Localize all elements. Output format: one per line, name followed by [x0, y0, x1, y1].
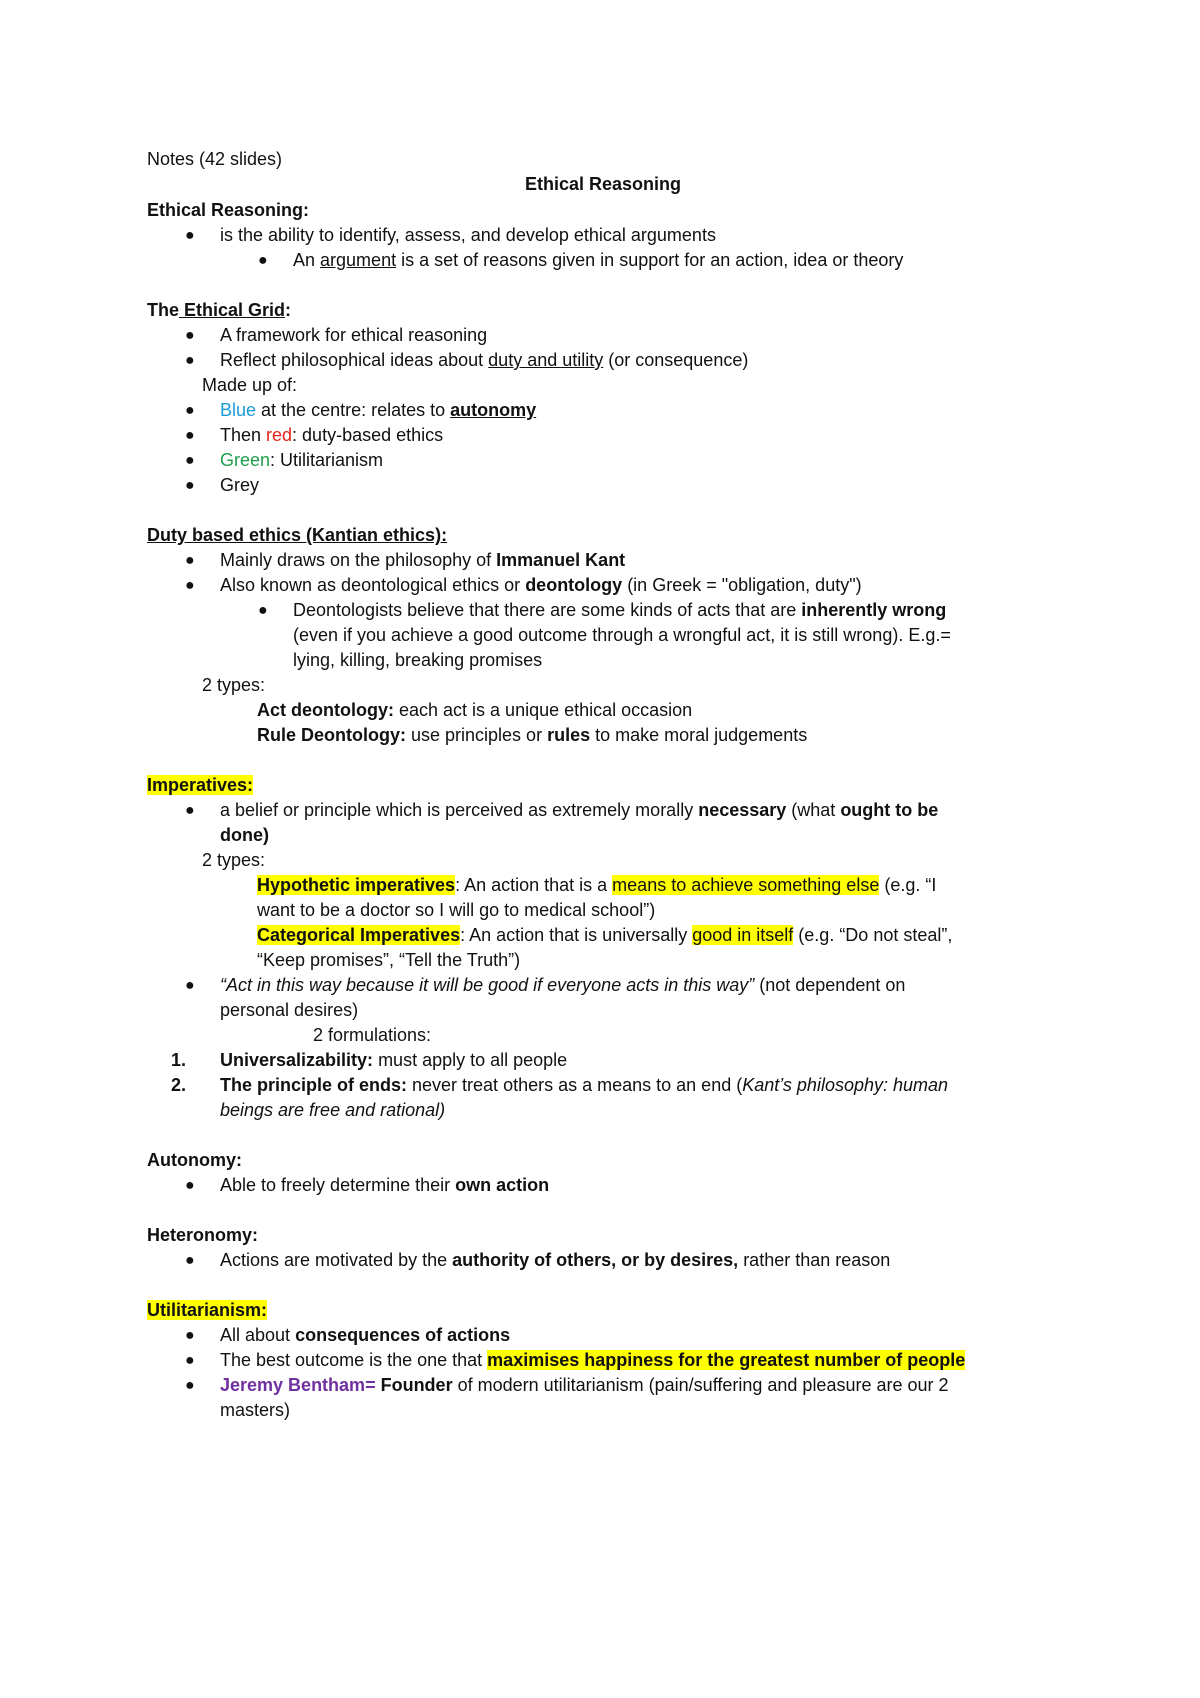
list-item: Actions are motivated by the authority of others, or by desires, rather than reason [220, 1250, 891, 1270]
bullet-icon: ● [185, 1327, 195, 1344]
list-item-continued: personal desires) [220, 1000, 359, 1020]
type-item: Act deontology: each act is a unique ethical occasion [257, 700, 693, 720]
list-item-continued: lying, killing, breaking promises [293, 650, 543, 670]
list-number: 1. [171, 1050, 187, 1070]
heading-imperatives: Imperatives: [147, 775, 254, 795]
type-item: Rule Deontology: use principles or rules to make moral judgements [257, 725, 808, 745]
made-up-label: Made up of: [202, 375, 298, 395]
list-item: Jeremy Bentham= Founder of modern utilitarianism (pain/suffering and pleasure are our 2 [220, 1375, 949, 1395]
bullet-icon: ● [185, 352, 195, 369]
bullet-icon: ● [185, 1177, 195, 1194]
heading-utilitarianism: Utilitarianism: [147, 1300, 268, 1320]
header-note: Notes (42 slides) [147, 149, 283, 169]
bullet-icon: ● [185, 802, 195, 819]
bullet-icon: ● [185, 1352, 195, 1369]
type-item-continued: want to be a doctor so I will go to medical school”) [257, 900, 656, 920]
types-label: 2 types: [202, 675, 266, 695]
list-item: “Act in this way because it will be good if everyone acts in this way” (not dependent on [220, 975, 906, 995]
heading-autonomy: Autonomy: [147, 1150, 242, 1170]
list-item: Deontologists believe that there are some kinds of acts that are inherently wrong [293, 600, 947, 620]
type-item-continued: “Keep promises”, “Tell the Truth”) [257, 950, 521, 970]
bullet-icon: ● [185, 577, 195, 594]
list-item: is the ability to identify, assess, and develop ethical arguments [220, 225, 716, 245]
types-label: 2 types: [202, 850, 266, 870]
bullet-icon: ● [258, 252, 268, 269]
list-item: All about consequences of actions [220, 1325, 511, 1345]
list-item-continued: done) [220, 825, 269, 845]
bullet-icon: ● [185, 452, 195, 469]
numbered-item: Universalizability: must apply to all people [220, 1050, 568, 1070]
list-number: 2. [171, 1075, 187, 1095]
bullet-icon: ● [185, 327, 195, 344]
heading-ethical-reasoning: Ethical Reasoning: [147, 200, 310, 220]
bullet-icon: ● [185, 552, 195, 569]
list-item: An argument is a set of reasons given in support for an action, idea or theory [293, 250, 904, 270]
list-item: Blue at the centre: relates to autonomy [220, 400, 537, 420]
numbered-item: The principle of ends: never treat others as a means to an end (Kant’s philosophy: human [220, 1075, 949, 1095]
numbered-item-continued: beings are free and rational) [220, 1100, 446, 1120]
list-item: The best outcome is the one that maximises happiness for the greatest number of people [220, 1350, 966, 1370]
heading-duty-based-ethics: Duty based ethics (Kantian ethics): [147, 525, 448, 545]
bullet-icon: ● [185, 1377, 195, 1394]
list-item: Mainly draws on the philosophy of Immanuel Kant [220, 550, 626, 570]
bullet-icon: ● [185, 427, 195, 444]
heading-ethical-grid: The Ethical Grid: [147, 300, 292, 320]
bullet-icon: ● [185, 227, 195, 244]
list-item-continued: (even if you achieve a good outcome through a wrongful act, it is still wrong). E.g.= [293, 625, 951, 645]
bullet-icon: ● [185, 977, 195, 994]
page-title: Ethical Reasoning [525, 174, 682, 194]
type-item: Hypothetic imperatives: An action that is a means to achieve something else (e.g. “I [257, 875, 937, 895]
bullet-icon: ● [185, 477, 195, 494]
list-item: Reflect philosophical ideas about duty and utility (or consequence) [220, 350, 749, 370]
list-item: Green: Utilitarianism [220, 450, 384, 470]
bullet-icon: ● [185, 1252, 195, 1269]
list-item: Also known as deontological ethics or deontology (in Greek = "obligation, duty") [220, 575, 862, 595]
bullet-icon: ● [258, 602, 268, 619]
list-item-continued: masters) [220, 1400, 291, 1420]
bullet-icon: ● [185, 402, 195, 419]
list-item: Grey [220, 475, 260, 495]
list-item: Then red: duty-based ethics [220, 425, 444, 445]
list-item: a belief or principle which is perceived as extremely morally necessary (what ought to be [220, 800, 939, 820]
heading-heteronomy: Heteronomy: [147, 1225, 259, 1245]
list-item: Able to freely determine their own action [220, 1175, 550, 1195]
list-item: A framework for ethical reasoning [220, 325, 488, 345]
type-item: Categorical Imperatives: An action that is universally good in itself (e.g. “Do not steal”, [257, 925, 953, 945]
formulations-label: 2 formulations: [313, 1025, 432, 1045]
